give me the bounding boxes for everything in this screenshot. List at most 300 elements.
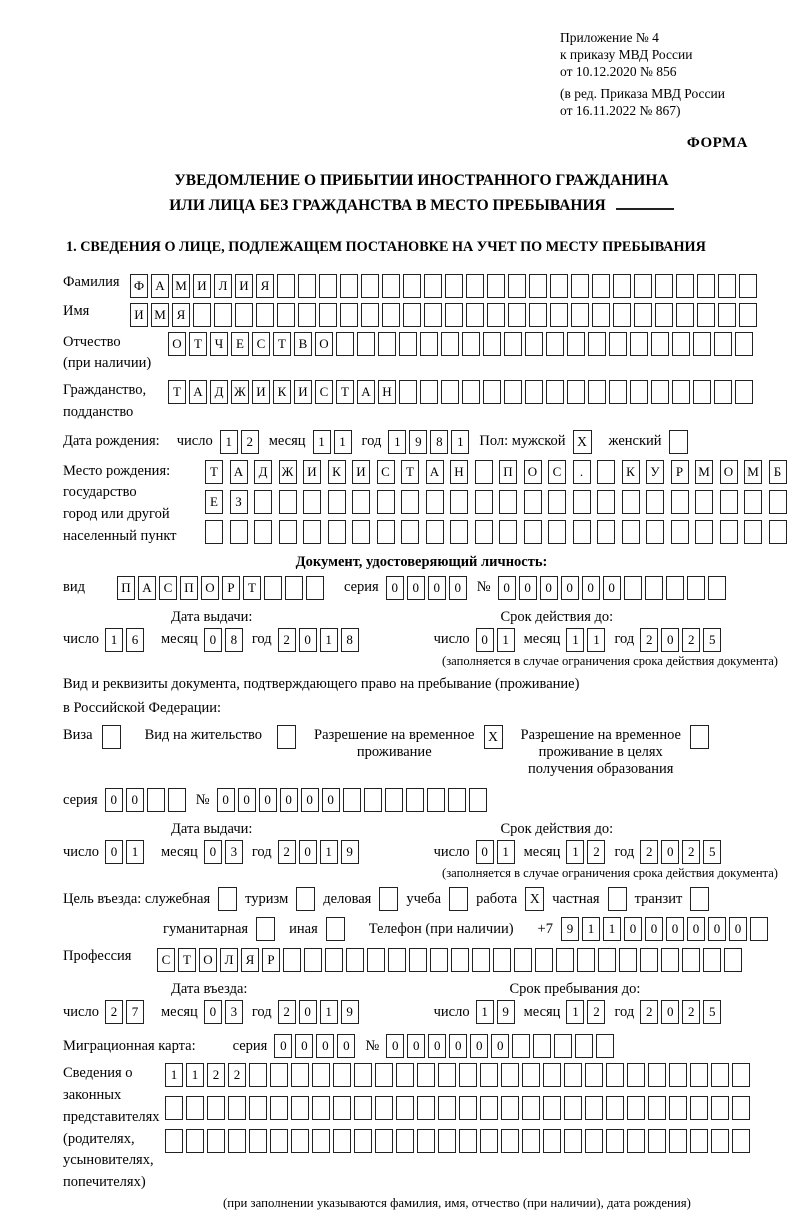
form-cell[interactable]: 2: [640, 628, 658, 652]
form-cell[interactable]: [205, 520, 223, 544]
form-cell[interactable]: [695, 490, 713, 514]
form-cell[interactable]: 0: [299, 840, 317, 864]
form-cell[interactable]: 1: [587, 628, 605, 652]
form-cell[interactable]: [466, 303, 484, 327]
form-cell[interactable]: 0: [561, 576, 579, 600]
form-cell[interactable]: Л: [214, 274, 232, 298]
form-cell[interactable]: [396, 1096, 414, 1120]
form-cell[interactable]: [249, 1129, 267, 1153]
form-cell[interactable]: [228, 1129, 246, 1153]
form-cell[interactable]: [409, 948, 427, 972]
form-cell[interactable]: [690, 1129, 708, 1153]
form-cell[interactable]: [340, 303, 358, 327]
form-cell[interactable]: [571, 303, 589, 327]
form-cell[interactable]: [279, 520, 297, 544]
form-cell[interactable]: [441, 380, 459, 404]
form-cell[interactable]: [703, 948, 721, 972]
form-cell[interactable]: [697, 274, 715, 298]
purpose-private-checkbox[interactable]: [608, 887, 627, 911]
form-cell[interactable]: [550, 274, 568, 298]
form-cell[interactable]: 0: [259, 788, 277, 812]
form-cell[interactable]: [249, 1063, 267, 1087]
form-cell[interactable]: 9: [561, 917, 579, 941]
form-cell[interactable]: Л: [220, 948, 238, 972]
form-cell[interactable]: [624, 576, 642, 600]
form-cell[interactable]: [319, 303, 337, 327]
form-cell[interactable]: [676, 274, 694, 298]
form-cell[interactable]: [720, 520, 738, 544]
form-cell[interactable]: О: [201, 576, 219, 600]
form-cell[interactable]: 0: [603, 576, 621, 600]
form-cell[interactable]: 2: [105, 1000, 123, 1024]
form-cell[interactable]: 0: [661, 840, 679, 864]
form-cell[interactable]: [682, 948, 700, 972]
form-cell[interactable]: 0: [322, 788, 340, 812]
form-cell[interactable]: [438, 1063, 456, 1087]
form-cell[interactable]: 0: [386, 576, 404, 600]
form-cell[interactable]: [426, 490, 444, 514]
form-cell[interactable]: [585, 1063, 603, 1087]
form-cell[interactable]: Т: [205, 460, 223, 484]
form-cell[interactable]: [303, 490, 321, 514]
form-cell[interactable]: Т: [336, 380, 354, 404]
form-cell[interactable]: [165, 1129, 183, 1153]
form-cell[interactable]: У: [646, 460, 664, 484]
form-cell[interactable]: [571, 274, 589, 298]
form-cell[interactable]: [459, 1063, 477, 1087]
form-cell[interactable]: [328, 490, 346, 514]
form-cell[interactable]: 9: [497, 1000, 515, 1024]
form-cell[interactable]: [732, 1129, 750, 1153]
form-cell[interactable]: 1: [476, 1000, 494, 1024]
form-cell[interactable]: Т: [273, 332, 291, 356]
form-cell[interactable]: И: [352, 460, 370, 484]
form-cell[interactable]: [651, 332, 669, 356]
form-cell[interactable]: [367, 948, 385, 972]
form-cell[interactable]: [277, 274, 295, 298]
form-cell[interactable]: Е: [231, 332, 249, 356]
form-cell[interactable]: [493, 948, 511, 972]
form-cell[interactable]: 0: [428, 1034, 446, 1058]
form-cell[interactable]: [364, 788, 382, 812]
form-cell[interactable]: 9: [409, 430, 427, 454]
form-cell[interactable]: [375, 1063, 393, 1087]
form-cell[interactable]: [426, 520, 444, 544]
form-cell[interactable]: [671, 490, 689, 514]
form-cell[interactable]: [597, 460, 615, 484]
form-cell[interactable]: 1: [566, 1000, 584, 1024]
form-cell[interactable]: [724, 948, 742, 972]
form-cell[interactable]: [475, 520, 493, 544]
form-cell[interactable]: [522, 1063, 540, 1087]
form-cell[interactable]: 1: [105, 628, 123, 652]
form-cell[interactable]: 3: [225, 840, 243, 864]
purpose-study-checkbox[interactable]: [449, 887, 468, 911]
form-cell[interactable]: [613, 303, 631, 327]
form-cell[interactable]: [672, 332, 690, 356]
form-cell[interactable]: 5: [703, 628, 721, 652]
form-cell[interactable]: [522, 1096, 540, 1120]
form-cell[interactable]: [732, 1096, 750, 1120]
form-cell[interactable]: 0: [299, 628, 317, 652]
form-cell[interactable]: [270, 1063, 288, 1087]
form-cell[interactable]: 1: [451, 430, 469, 454]
form-cell[interactable]: [634, 303, 652, 327]
form-cell[interactable]: [548, 520, 566, 544]
form-cell[interactable]: [396, 1129, 414, 1153]
form-cell[interactable]: Т: [189, 332, 207, 356]
form-cell[interactable]: [279, 490, 297, 514]
form-cell[interactable]: [193, 303, 211, 327]
form-cell[interactable]: [609, 332, 627, 356]
form-cell[interactable]: [270, 1129, 288, 1153]
form-cell[interactable]: С: [377, 460, 395, 484]
form-cell[interactable]: [508, 274, 526, 298]
form-cell[interactable]: 9: [341, 840, 359, 864]
form-cell[interactable]: [333, 1129, 351, 1153]
form-cell[interactable]: 9: [341, 1000, 359, 1024]
form-cell[interactable]: 1: [388, 430, 406, 454]
form-cell[interactable]: К: [622, 460, 640, 484]
form-cell[interactable]: С: [315, 380, 333, 404]
purpose-other-checkbox[interactable]: [326, 917, 345, 941]
form-cell[interactable]: 2: [640, 840, 658, 864]
form-cell[interactable]: [186, 1096, 204, 1120]
form-cell[interactable]: [346, 948, 364, 972]
form-cell[interactable]: [708, 576, 726, 600]
form-cell[interactable]: 7: [126, 1000, 144, 1024]
form-cell[interactable]: А: [138, 576, 156, 600]
form-cell[interactable]: [352, 490, 370, 514]
form-cell[interactable]: М: [744, 460, 762, 484]
form-cell[interactable]: [524, 490, 542, 514]
form-cell[interactable]: [690, 1096, 708, 1120]
form-cell[interactable]: [441, 332, 459, 356]
purpose-humanitarian-checkbox[interactable]: [256, 917, 275, 941]
form-cell[interactable]: [627, 1096, 645, 1120]
form-cell[interactable]: [735, 380, 753, 404]
form-cell[interactable]: Я: [256, 274, 274, 298]
form-cell[interactable]: [388, 948, 406, 972]
form-cell[interactable]: [480, 1129, 498, 1153]
form-cell[interactable]: Б: [769, 460, 787, 484]
form-cell[interactable]: [377, 520, 395, 544]
form-cell[interactable]: [514, 948, 532, 972]
form-cell[interactable]: [291, 1096, 309, 1120]
form-cell[interactable]: [462, 332, 480, 356]
form-cell[interactable]: [361, 303, 379, 327]
form-cell[interactable]: 1: [165, 1063, 183, 1087]
form-cell[interactable]: 0: [687, 917, 705, 941]
form-cell[interactable]: [687, 576, 705, 600]
form-cell[interactable]: Т: [243, 576, 261, 600]
form-cell[interactable]: [328, 520, 346, 544]
form-cell[interactable]: [648, 1063, 666, 1087]
form-cell[interactable]: 1: [497, 840, 515, 864]
form-cell[interactable]: [343, 788, 361, 812]
form-cell[interactable]: [533, 1034, 551, 1058]
form-cell[interactable]: 1: [320, 1000, 338, 1024]
form-cell[interactable]: 0: [624, 917, 642, 941]
form-cell[interactable]: [648, 1129, 666, 1153]
form-cell[interactable]: [357, 332, 375, 356]
form-cell[interactable]: [487, 303, 505, 327]
form-cell[interactable]: [739, 303, 757, 327]
form-cell[interactable]: [285, 576, 303, 600]
form-cell[interactable]: [596, 1034, 614, 1058]
form-cell[interactable]: [645, 576, 663, 600]
form-cell[interactable]: [648, 1096, 666, 1120]
gender-female-checkbox[interactable]: [669, 430, 688, 454]
form-cell[interactable]: 1: [582, 917, 600, 941]
form-cell[interactable]: [524, 520, 542, 544]
form-cell[interactable]: [564, 1063, 582, 1087]
form-cell[interactable]: 0: [476, 628, 494, 652]
form-cell[interactable]: 0: [301, 788, 319, 812]
form-cell[interactable]: А: [230, 460, 248, 484]
form-cell[interactable]: 8: [341, 628, 359, 652]
form-cell[interactable]: 0: [105, 788, 123, 812]
temp-permit-checkbox[interactable]: X: [484, 725, 503, 749]
form-cell[interactable]: [466, 274, 484, 298]
form-cell[interactable]: О: [199, 948, 217, 972]
form-cell[interactable]: Р: [262, 948, 280, 972]
form-cell[interactable]: 1: [334, 430, 352, 454]
form-cell[interactable]: Т: [168, 380, 186, 404]
form-cell[interactable]: З: [230, 490, 248, 514]
form-cell[interactable]: [325, 948, 343, 972]
form-cell[interactable]: О: [168, 332, 186, 356]
form-cell[interactable]: [312, 1096, 330, 1120]
form-cell[interactable]: 1: [320, 628, 338, 652]
form-cell[interactable]: 3: [225, 1000, 243, 1024]
form-cell[interactable]: Д: [210, 380, 228, 404]
form-cell[interactable]: 2: [587, 1000, 605, 1024]
form-cell[interactable]: [403, 303, 421, 327]
form-cell[interactable]: [598, 948, 616, 972]
form-cell[interactable]: [622, 520, 640, 544]
form-cell[interactable]: 5: [703, 1000, 721, 1024]
form-cell[interactable]: [186, 1129, 204, 1153]
form-cell[interactable]: М: [695, 460, 713, 484]
form-cell[interactable]: [735, 332, 753, 356]
form-cell[interactable]: [606, 1096, 624, 1120]
form-cell[interactable]: [693, 332, 711, 356]
form-cell[interactable]: 2: [587, 840, 605, 864]
purpose-tourism-checkbox[interactable]: [296, 887, 315, 911]
form-cell[interactable]: [427, 788, 445, 812]
form-cell[interactable]: [669, 1129, 687, 1153]
form-cell[interactable]: [291, 1129, 309, 1153]
form-cell[interactable]: 0: [105, 840, 123, 864]
form-cell[interactable]: 0: [337, 1034, 355, 1058]
form-cell[interactable]: [450, 490, 468, 514]
form-cell[interactable]: [671, 520, 689, 544]
form-cell[interactable]: Н: [450, 460, 468, 484]
form-cell[interactable]: [597, 520, 615, 544]
form-cell[interactable]: А: [189, 380, 207, 404]
form-cell[interactable]: 1: [126, 840, 144, 864]
form-cell[interactable]: [619, 948, 637, 972]
form-cell[interactable]: [430, 948, 448, 972]
form-cell[interactable]: [597, 490, 615, 514]
form-cell[interactable]: [501, 1096, 519, 1120]
form-cell[interactable]: [417, 1063, 435, 1087]
form-cell[interactable]: 1: [320, 840, 338, 864]
form-cell[interactable]: Т: [178, 948, 196, 972]
form-cell[interactable]: О: [315, 332, 333, 356]
form-cell[interactable]: [535, 948, 553, 972]
form-cell[interactable]: [627, 1063, 645, 1087]
form-cell[interactable]: [655, 303, 673, 327]
form-cell[interactable]: 2: [241, 430, 259, 454]
temp-permit-edu-checkbox[interactable]: [690, 725, 709, 749]
form-cell[interactable]: Ф: [130, 274, 148, 298]
form-cell[interactable]: [711, 1063, 729, 1087]
form-cell[interactable]: [504, 380, 522, 404]
form-cell[interactable]: М: [151, 303, 169, 327]
form-cell[interactable]: [333, 1063, 351, 1087]
form-cell[interactable]: 1: [566, 628, 584, 652]
form-cell[interactable]: [711, 1096, 729, 1120]
form-cell[interactable]: 0: [316, 1034, 334, 1058]
form-cell[interactable]: [451, 948, 469, 972]
purpose-transit-checkbox[interactable]: [690, 887, 709, 911]
form-cell[interactable]: .: [573, 460, 591, 484]
form-cell[interactable]: 2: [682, 840, 700, 864]
form-cell[interactable]: [546, 332, 564, 356]
form-cell[interactable]: [744, 520, 762, 544]
form-cell[interactable]: [480, 1096, 498, 1120]
form-cell[interactable]: П: [499, 460, 517, 484]
form-cell[interactable]: [573, 490, 591, 514]
form-cell[interactable]: [655, 274, 673, 298]
form-cell[interactable]: [270, 1096, 288, 1120]
form-cell[interactable]: [669, 1096, 687, 1120]
form-cell[interactable]: 0: [299, 1000, 317, 1024]
form-cell[interactable]: К: [273, 380, 291, 404]
form-cell[interactable]: 0: [204, 628, 222, 652]
form-cell[interactable]: 0: [729, 917, 747, 941]
form-cell[interactable]: [283, 948, 301, 972]
form-cell[interactable]: 2: [207, 1063, 225, 1087]
form-cell[interactable]: М: [172, 274, 190, 298]
form-cell[interactable]: [695, 520, 713, 544]
form-cell[interactable]: [714, 332, 732, 356]
form-cell[interactable]: 0: [582, 576, 600, 600]
form-cell[interactable]: К: [328, 460, 346, 484]
form-cell[interactable]: Е: [205, 490, 223, 514]
form-cell[interactable]: [303, 520, 321, 544]
form-cell[interactable]: А: [151, 274, 169, 298]
form-cell[interactable]: [361, 274, 379, 298]
form-cell[interactable]: И: [193, 274, 211, 298]
form-cell[interactable]: [525, 332, 543, 356]
form-cell[interactable]: [375, 1129, 393, 1153]
form-cell[interactable]: 0: [280, 788, 298, 812]
form-cell[interactable]: [627, 1129, 645, 1153]
form-cell[interactable]: [475, 490, 493, 514]
form-cell[interactable]: [304, 948, 322, 972]
form-cell[interactable]: [399, 332, 417, 356]
form-cell[interactable]: [235, 303, 253, 327]
form-cell[interactable]: [487, 274, 505, 298]
gender-male-checkbox[interactable]: X: [573, 430, 592, 454]
form-cell[interactable]: [548, 490, 566, 514]
form-cell[interactable]: [312, 1063, 330, 1087]
form-cell[interactable]: [609, 380, 627, 404]
form-cell[interactable]: Я: [241, 948, 259, 972]
purpose-business-checkbox[interactable]: [379, 887, 398, 911]
form-cell[interactable]: [420, 380, 438, 404]
purpose-work-checkbox[interactable]: X: [525, 887, 544, 911]
form-cell[interactable]: [564, 1096, 582, 1120]
form-cell[interactable]: 1: [313, 430, 331, 454]
form-cell[interactable]: [340, 274, 358, 298]
form-cell[interactable]: [469, 788, 487, 812]
form-cell[interactable]: 2: [682, 1000, 700, 1024]
form-cell[interactable]: [651, 380, 669, 404]
form-cell[interactable]: 0: [126, 788, 144, 812]
form-cell[interactable]: Д: [254, 460, 272, 484]
form-cell[interactable]: [501, 1129, 519, 1153]
form-cell[interactable]: [666, 576, 684, 600]
form-cell[interactable]: 0: [204, 1000, 222, 1024]
form-cell[interactable]: [406, 788, 424, 812]
form-cell[interactable]: О: [720, 460, 738, 484]
form-cell[interactable]: 1: [603, 917, 621, 941]
form-cell[interactable]: [420, 332, 438, 356]
form-cell[interactable]: И: [235, 274, 253, 298]
form-cell[interactable]: [448, 788, 466, 812]
form-cell[interactable]: 0: [449, 576, 467, 600]
form-cell[interactable]: [634, 274, 652, 298]
form-cell[interactable]: [546, 380, 564, 404]
form-cell[interactable]: [450, 520, 468, 544]
form-cell[interactable]: [382, 274, 400, 298]
form-cell[interactable]: 0: [238, 788, 256, 812]
form-cell[interactable]: [640, 948, 658, 972]
form-cell[interactable]: [354, 1096, 372, 1120]
form-cell[interactable]: [228, 1096, 246, 1120]
form-cell[interactable]: [588, 380, 606, 404]
form-cell[interactable]: [354, 1063, 372, 1087]
form-cell[interactable]: [588, 332, 606, 356]
form-cell[interactable]: [529, 303, 547, 327]
form-cell[interactable]: [207, 1096, 225, 1120]
form-cell[interactable]: 0: [661, 1000, 679, 1024]
form-cell[interactable]: [375, 1096, 393, 1120]
form-cell[interactable]: 0: [645, 917, 663, 941]
form-cell[interactable]: [459, 1129, 477, 1153]
form-cell[interactable]: [333, 1096, 351, 1120]
form-cell[interactable]: [249, 1096, 267, 1120]
form-cell[interactable]: [646, 520, 664, 544]
form-cell[interactable]: 0: [407, 576, 425, 600]
form-cell[interactable]: [613, 274, 631, 298]
form-cell[interactable]: [606, 1063, 624, 1087]
form-cell[interactable]: 2: [278, 628, 296, 652]
form-cell[interactable]: Я: [172, 303, 190, 327]
form-cell[interactable]: [378, 332, 396, 356]
form-cell[interactable]: 0: [204, 840, 222, 864]
form-cell[interactable]: 8: [430, 430, 448, 454]
form-cell[interactable]: [483, 332, 501, 356]
form-cell[interactable]: 0: [274, 1034, 292, 1058]
form-cell[interactable]: 2: [228, 1063, 246, 1087]
form-cell[interactable]: 1: [566, 840, 584, 864]
form-cell[interactable]: 0: [519, 576, 537, 600]
